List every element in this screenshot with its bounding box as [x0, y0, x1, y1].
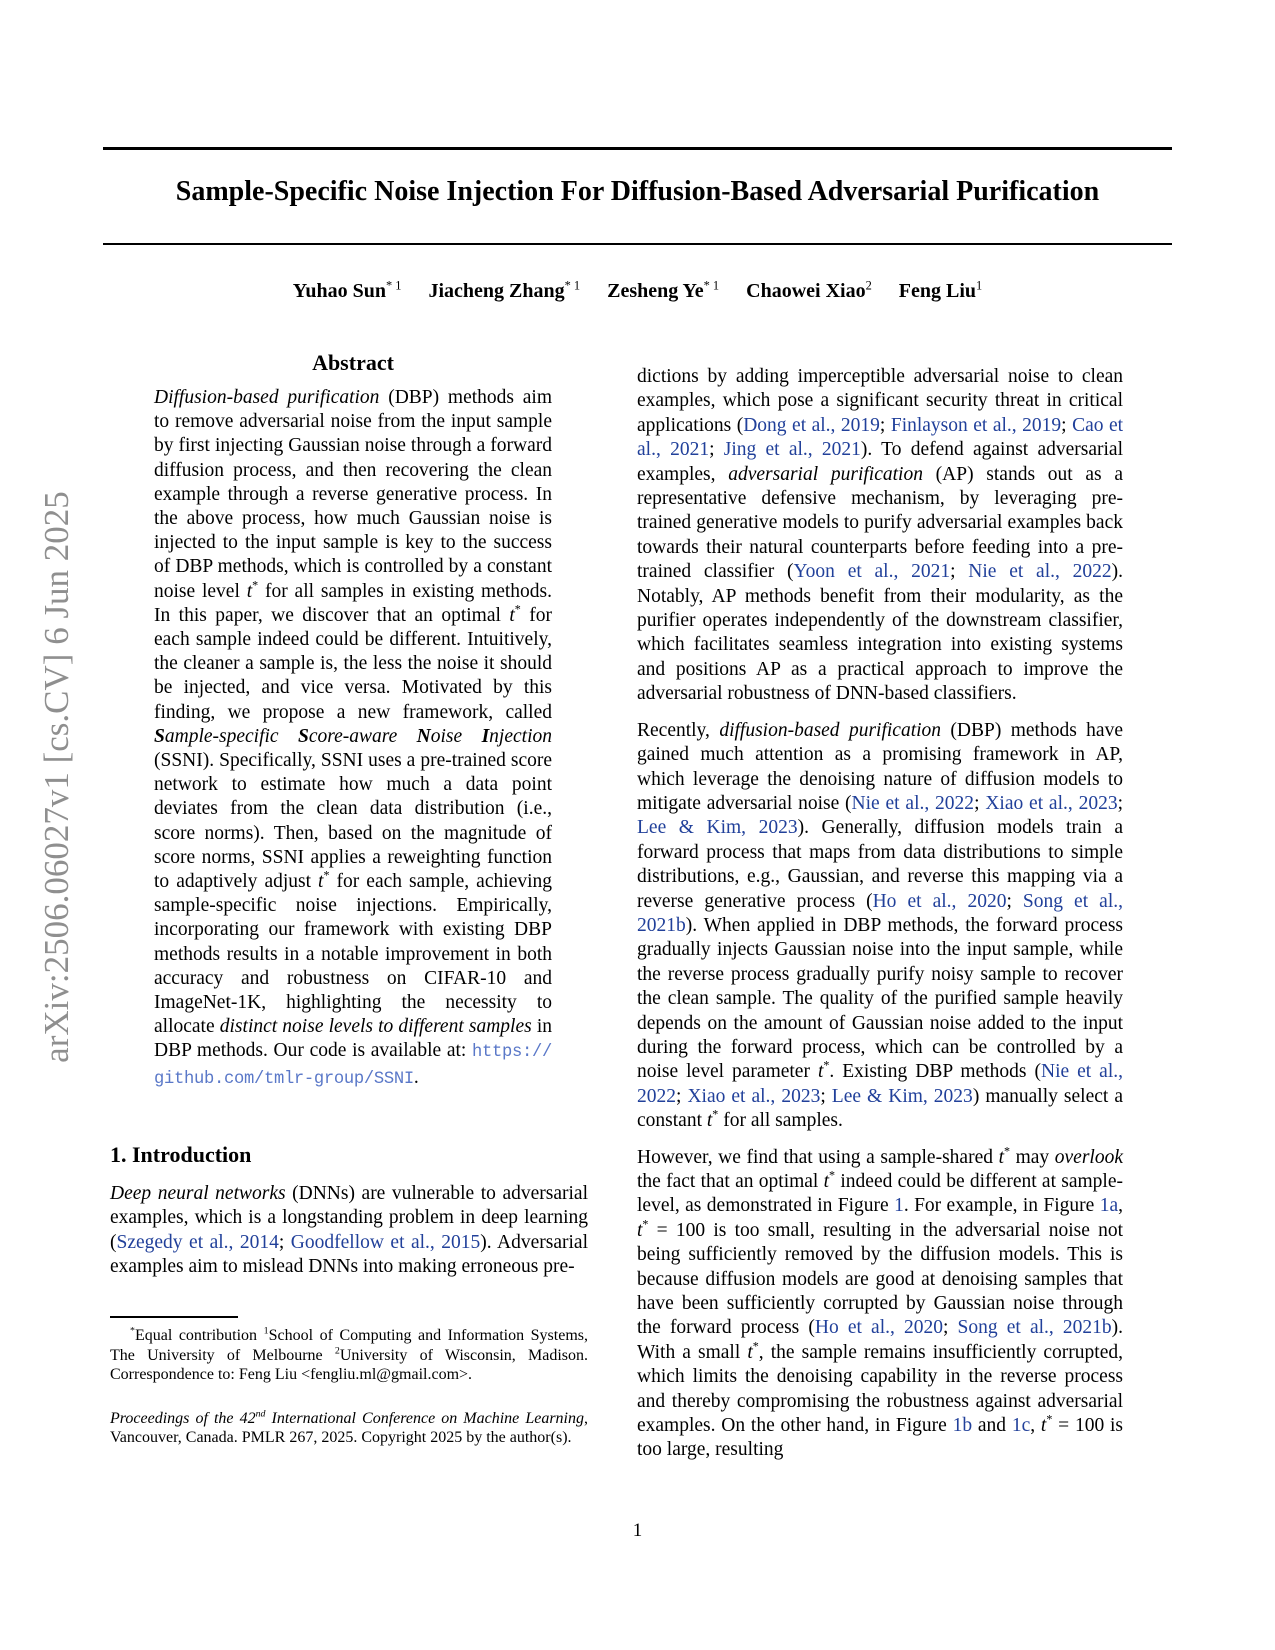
- right-column: [637, 365, 1123, 1475]
- abstract-paragraph: [154, 386, 552, 1092]
- text-segment: S: [154, 725, 165, 747]
- text-segment: ). To defend against adversarial examples,: [637, 439, 1124, 485]
- text-segment: *: [1046, 1412, 1053, 1427]
- text-segment: t: [246, 580, 253, 602]
- citation-link[interactable]: Dong et al., 2019: [743, 414, 880, 436]
- text-segment: University of Wisconsin, Madison. Correspondence to: Feng Liu <fengliu.ml@gmail.com>.: [110, 1346, 589, 1384]
- text-segment: ;: [820, 1085, 832, 1107]
- citation-link[interactable]: Ho et al., 2020: [872, 890, 1007, 912]
- author-name: Chaowei Xiao: [746, 280, 866, 302]
- citation-link[interactable]: Cao et al., 2021: [637, 414, 1124, 461]
- text-segment: ;: [974, 792, 986, 814]
- text-segment: for each sample, achieving sample-specific noise injections. Empirically, incorporating our framework with existing DBP methods results in a notable improvement in both accuracy and robustness on CIFAR-10 and ImageNet-1K, highlighting the necessity to allocate: [154, 871, 552, 1038]
- section-heading-introduction: 1. Introduction: [110, 1141, 252, 1167]
- author-chaowei-xiao: [746, 280, 872, 302]
- introduction-paragraph: [110, 1182, 588, 1280]
- author-line: [103, 280, 1172, 303]
- text-segment: t: [1040, 1415, 1047, 1437]
- footnote-block: [110, 1316, 588, 1448]
- text-segment: indeed could be different at sample-level, as demonstrated in Figure: [637, 1171, 1124, 1217]
- text-segment: overlook: [1054, 1146, 1124, 1168]
- author-affiliation-mark: * 1: [564, 278, 581, 293]
- text-segment: School of Computing and Information Systems, The University of Melbourne: [110, 1327, 589, 1364]
- title-rule-bottom: [103, 243, 1172, 245]
- citation-link[interactable]: 1c: [1011, 1415, 1031, 1437]
- text-segment: 2: [334, 1345, 340, 1357]
- text-segment: .: [413, 1066, 419, 1088]
- text-segment: ). Notably, AP methods benefit from their modularity, as the purifier operates independently of the downstream classifier, which facilitates seamless integration into existing systems and positions AP as a practical approach to improve the adversarial robustness of DNN-based classifiers.: [637, 561, 1124, 705]
- text-segment: *: [829, 1168, 836, 1183]
- text-segment: . Existing DBP methods (: [829, 1061, 1041, 1083]
- text-segment: in DBP methods. Our code is available at:: [154, 1016, 553, 1062]
- text-segment: 1: [263, 1325, 269, 1337]
- citation-link[interactable]: Ho et al., 2020: [814, 1317, 943, 1339]
- text-segment: *: [642, 1217, 649, 1232]
- text-segment: ) manually select a constant: [637, 1085, 1123, 1132]
- text-segment: diffusion-based purification: [719, 719, 942, 741]
- text-segment: Equal contribution: [134, 1327, 264, 1344]
- author-name: Zesheng Ye: [607, 280, 704, 302]
- citation-link[interactable]: 1a: [1099, 1195, 1119, 1217]
- text-segment: *: [252, 578, 259, 593]
- text-segment: = 100 is too small, resulting in the adversarial noise not being sufficiently removed by the diffusion models. This is because diffusion models are good at denoising samples that have been sufficiently corrupted by Gaussian noise through the forward process (: [637, 1219, 1123, 1339]
- page-number: 1: [632, 1520, 643, 1541]
- footnote-proceedings: [110, 1409, 588, 1448]
- left-column: [110, 350, 588, 1280]
- text-segment: t: [509, 604, 515, 626]
- citation-link[interactable]: Goodfellow et al., 2015: [290, 1231, 481, 1253]
- text-segment: distinct noise levels to different samples: [219, 1016, 532, 1038]
- author-zesheng-ye: [607, 280, 719, 302]
- text-segment: oise: [430, 725, 482, 747]
- text-segment: *: [752, 1339, 759, 1354]
- text-segment: Diffusion-based purification: [154, 387, 380, 408]
- citation-link[interactable]: Lee & Kim, 2023: [831, 1085, 973, 1107]
- text-segment: dictions by adding imperceptible adversarial noise to clean examples, which pose a significant security threat in critical applications (: [637, 366, 1123, 436]
- text-segment: (DNNs) are vulnerable to adversarial examples, which is a longstanding problem in deep learning (: [110, 1182, 589, 1253]
- text-segment: Proceedings of the: [110, 1409, 240, 1427]
- text-segment: t: [706, 1110, 713, 1132]
- text-segment: t: [823, 1171, 830, 1192]
- paper-title: Sample-Specific Noise Injection For Diffusion-Based Adversarial Purification: [175, 176, 1100, 207]
- text-segment: and: [972, 1415, 1012, 1437]
- text-segment: Recently,: [637, 719, 720, 741]
- text-segment: t: [318, 871, 324, 893]
- text-segment: ). Generally, diffusion models train a forward process that maps from data distributions to simple distributions, e.g., Gaussian, and reverse this mapping via a reverse generative process (: [637, 817, 1123, 912]
- citation-link[interactable]: Song et al., 2021b: [637, 890, 1123, 936]
- text-segment: (AP) stands out as a representative defensive mechanism, by leveraging pre-trained generative models to purify adversarial examples back towards their natural counterparts before feeding into a pre-trained classifier (: [637, 463, 1124, 583]
- text-segment: *: [323, 868, 330, 883]
- text-segment: ;: [1117, 792, 1123, 814]
- text-segment: for each sample indeed could be different. Intuitively, the cleaner a sample is, the less the noise it should be injected, and vice versa. Motivated by this finding, we propose a new framework, called: [154, 604, 552, 723]
- code-url-link[interactable]: https://github.com/tmlr-group/SSNI: [154, 1043, 552, 1089]
- text-segment: . For example, in Figure: [903, 1195, 1100, 1217]
- citation-link[interactable]: Yoon et al., 2021: [793, 561, 951, 583]
- text-segment: ,: [1118, 1195, 1123, 1217]
- text-segment: ;: [942, 1317, 958, 1339]
- author-name: Jiacheng Zhang: [428, 280, 565, 302]
- text-segment: ;: [709, 439, 724, 461]
- text-segment: ). When applied in DBP methods, the forward process gradually injects Gaussian noise into the input sample, while the reverse process gradually purify noisy sample to recover the clean sample. The quality of the purified sample heavily depends on the amount of Gaussian noise added to the input during the forward process, which can be controlled by a noise level parameter: [637, 914, 1123, 1083]
- text-segment: for all samples.: [718, 1110, 843, 1132]
- text-segment: core-aware: [308, 725, 417, 747]
- text-segment: may: [1010, 1146, 1055, 1168]
- text-segment: ample-specific: [164, 725, 298, 747]
- text-segment: ,: [1030, 1415, 1041, 1437]
- text-segment: ;: [879, 414, 891, 436]
- body-paragraph: [637, 1146, 1123, 1463]
- text-segment: ;: [1061, 414, 1073, 436]
- citation-link[interactable]: 1: [894, 1195, 904, 1217]
- text-segment: ). With a small: [637, 1317, 1124, 1363]
- text-segment: (DBP) methods have gained much attention as a promising framework in AP, which leverage the denoising nature of diffusion models to mitigate adversarial noise (: [637, 719, 1123, 814]
- body-paragraph: [637, 719, 1123, 1134]
- text-segment: njection: [489, 725, 552, 747]
- text-segment: *: [1003, 1144, 1011, 1159]
- author-feng-liu: [899, 280, 982, 302]
- body-paragraph: [637, 365, 1123, 707]
- author-name: Feng Liu: [898, 280, 977, 302]
- author-affiliation-mark: * 1: [385, 278, 402, 293]
- text-segment: ;: [278, 1231, 291, 1253]
- text-segment: t: [747, 1341, 753, 1363]
- author-yuhao-sun: [293, 280, 402, 302]
- author-affiliation-mark: * 1: [703, 278, 720, 293]
- text-segment: , Vancouver, Canada. PMLR 267, 2025. Copyright 2025 by the author(s).: [110, 1409, 589, 1447]
- citation-link[interactable]: Xiao et al., 2023: [687, 1085, 821, 1107]
- text-segment: Deep neural networks: [110, 1182, 286, 1204]
- citation-link[interactable]: Nie et al., 2022: [637, 1061, 1123, 1107]
- text-segment: nd: [255, 1408, 266, 1420]
- title-rule-top: [103, 147, 1172, 150]
- author-affiliation-mark: 1: [976, 278, 983, 293]
- abstract-heading: Abstract: [312, 350, 394, 375]
- citation-link[interactable]: Jing et al., 2021: [723, 439, 861, 461]
- footnote-affiliations: [110, 1326, 588, 1385]
- citation-link[interactable]: Lee & Kim, 2023: [637, 817, 798, 839]
- abstract-block: [110, 350, 588, 1092]
- text-segment: = 100 is too large, resulting: [637, 1415, 1124, 1461]
- text-segment: S: [297, 725, 309, 747]
- text-segment: for all samples in existing methods. In this paper, we discover that an optimal: [154, 580, 553, 626]
- text-segment: the fact that an optimal: [637, 1171, 824, 1192]
- text-segment: ;: [1006, 890, 1023, 912]
- citation-link[interactable]: Nie et al., 2022: [968, 561, 1112, 583]
- text-segment: 42: [239, 1409, 256, 1427]
- author-affiliation-mark: 2: [865, 278, 872, 293]
- text-segment: ;: [950, 561, 969, 583]
- citation-link[interactable]: 1b: [952, 1415, 973, 1437]
- author-name: Yuhao Sun: [292, 280, 386, 302]
- citation-link[interactable]: Szegedy et al., 2014: [116, 1231, 279, 1253]
- text-segment: , the sample remains insufficiently corrupted, which limits the denoising capability in the reverse process and thereby compromising the robustness against adversarial examples. On the other hand, in Figure: [637, 1341, 1123, 1437]
- text-segment: t: [998, 1146, 1004, 1168]
- arxiv-watermark-link[interactable]: arXiv:2506.06027v1 [cs.CV] 6 Jun 2025: [37, 491, 76, 1063]
- citation-link[interactable]: Song et al., 2021b: [957, 1317, 1112, 1339]
- text-segment: adversarial purification: [728, 463, 923, 485]
- citation-link[interactable]: Nie et al., 2022: [851, 792, 975, 814]
- text-segment: I: [481, 725, 490, 747]
- citation-link[interactable]: Xiao et al., 2023: [985, 792, 1118, 814]
- text-segment: *: [823, 1058, 830, 1073]
- text-segment: (DBP) methods aim to remove adversarial noise from the input sample by first injecting Gaussian noise through a forward diffusion process, and then recovering the clean example through a reverse generative process. In the above process, how much Gaussian noise is injected to the input sample is key to the success of DBP methods, which is controlled by a constant noise level: [154, 387, 552, 602]
- footnote-rule: [110, 1316, 238, 1318]
- text-segment: However, we find that using a sample-shared: [637, 1146, 999, 1168]
- text-segment: t: [637, 1219, 643, 1241]
- text-segment: International Conference on Machine Learning: [265, 1409, 585, 1427]
- text-segment: (SSNI). Specifically, SSNI uses a pre-trained score network to estimate how much a data point deviates from the clean data distribution (i.e., score norms). Then, based on the magnitude of score norms, SSNI applies a reweighting function to adaptively adjust: [154, 750, 552, 893]
- text-segment: t: [817, 1061, 824, 1083]
- citation-link[interactable]: Finlayson et al., 2019: [890, 414, 1062, 436]
- text-segment: ). Adversarial examples aim to mislead DNNs into making erroneous pre-: [110, 1231, 588, 1278]
- text-segment: *: [712, 1107, 719, 1122]
- text-segment: N: [416, 725, 431, 747]
- text-segment: *: [514, 602, 521, 617]
- text-segment: *: [130, 1325, 135, 1337]
- text-segment: ;: [676, 1085, 688, 1107]
- author-jiacheng-zhang: [428, 280, 580, 302]
